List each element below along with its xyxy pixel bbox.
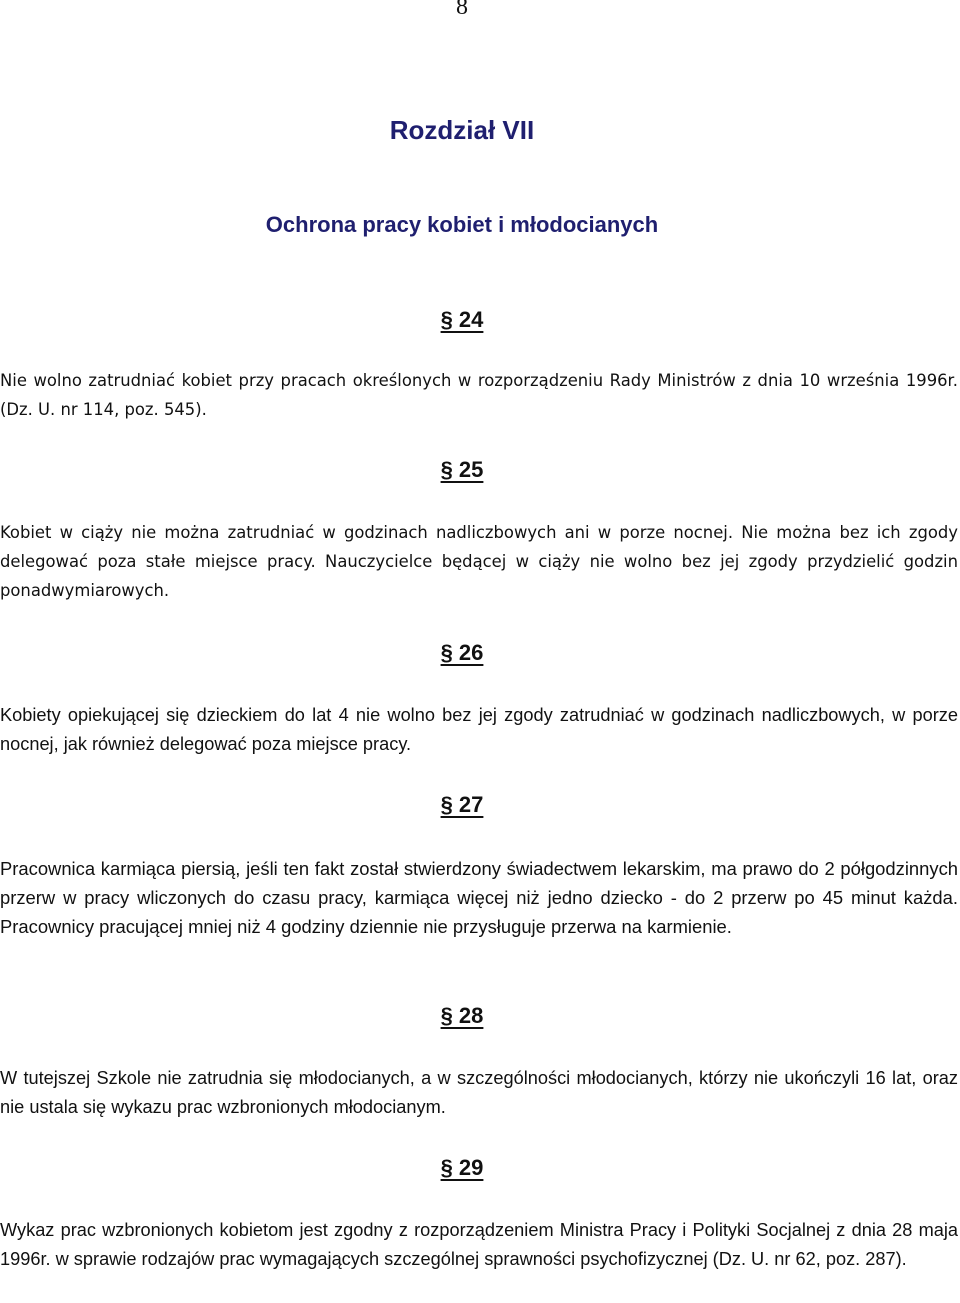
section-25-heading: § 25 [440, 457, 484, 482]
section-24-text: Nie wolno zatrudniać kobiet przy pracach określonych w rozporządzeniu Rady Ministrów z dnia 10 września 1996r. (Dz. U. nr 114, poz. 545). [0, 371, 958, 419]
chapter-subtitle: Ochrona pracy kobiet i młodocianych [265, 212, 659, 237]
section-29-heading: § 29 [440, 1155, 484, 1180]
section-25-text: Kobiet w ciąży nie można zatrudniać w godzinach nadliczbowych ani w porze nocnej. Nie można bez ich zgody delegować poza stałe miejsce pracy. Nauczycielce będącej w ciąży nie wolno bez jej zgody przydzielić godzin ponadwymiarowych. [0, 523, 958, 600]
section-28-text: W tutejszej Szkole nie zatrudnia się młodocianych, a w szczególności młodocianych, którzy nie ukończyli 16 lat, oraz nie ustala się wykazu prac wzbronionych młodocianym. [0, 1068, 958, 1117]
section-27-text: Pracownica karmiąca piersią, jeśli ten fakt został stwierdzony świadectwem lekarskim, ma prawo do 2 półgodzinnych przerw w pracy wliczonych do czasu pracy, karmiąca więcej niż jedno dziecko - do 2 przerw po 45 minut każda. Pracownicy pracującej mniej niż 4 godziny dziennie nie przysługuje przerwa na karmienie. [0, 858, 958, 937]
section-26-text: Kobiety opiekującej się dzieckiem do lat 4 nie wolno bez jej zgody zatrudniać w godzinach nadliczbowych, w porze nocnej, jak również delegować poza miejsce pracy. [0, 705, 958, 754]
section-28-heading: § 28 [440, 1003, 484, 1028]
section-24-heading: § 24 [440, 307, 484, 332]
chapter-title: Rozdział VII [389, 115, 535, 145]
page-number: 8 [456, 0, 468, 20]
section-26-heading: § 26 [440, 640, 484, 665]
section-27-heading: § 27 [440, 792, 484, 817]
section-29-text: Wykaz prac wzbronionych kobietom jest zgodny z rozporządzeniem Ministra Pracy i Polityki Socjalnej z dnia 28 maja 1996r. w sprawie rodzajów prac wymagających szczególnej sprawności psychofizycznej (Dz. U. nr 62, poz. 287). [0, 1220, 958, 1269]
